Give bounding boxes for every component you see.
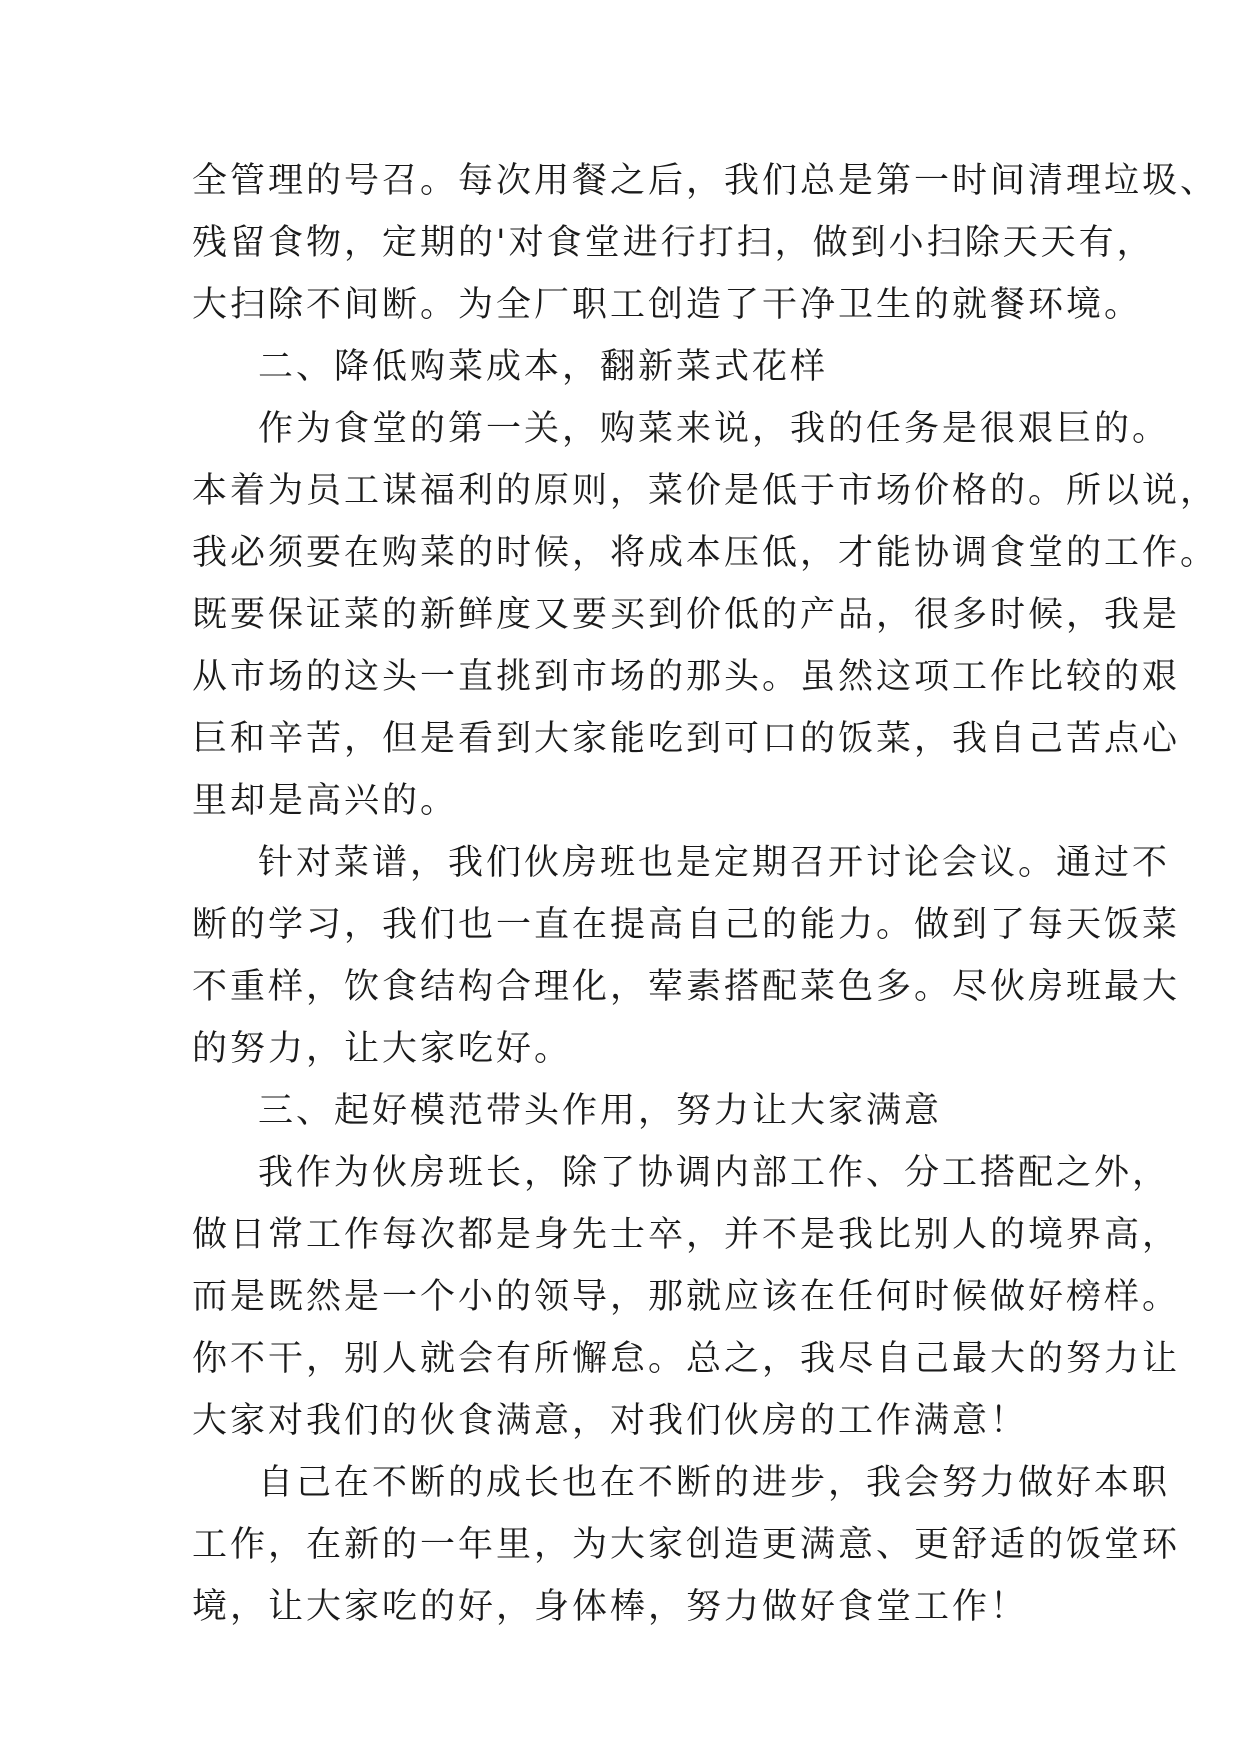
text-line: 工作，在新的一年里，为大家创造更满意、更舒适的饭堂环	[192, 1525, 1181, 1565]
text-line: 残留食物，定期的'对食堂进行打扫，做到小扫除天天有，	[192, 223, 1155, 263]
text-line: 自己在不断的成长也在不断的进步，我会努力做好本职	[258, 1463, 1171, 1503]
text-line: 你不干，别人就会有所懈怠。总之，我尽自己最大的努力让	[192, 1339, 1181, 1379]
body-text	[192, 150, 1219, 1638]
text-line: 我作为伙房班长，除了协调内部工作、分工搭配之外，	[258, 1153, 1171, 1193]
text-line: 里却是高兴的。	[192, 781, 459, 821]
text-line: 针对菜谱，我们伙房班也是定期召开讨论会议。通过不	[258, 843, 1171, 883]
text-line: 境，让大家吃的好，身体棒，努力做好食堂工作！	[192, 1587, 1029, 1627]
text-line: 巨和辛苦，但是看到大家能吃到可口的饭菜，我自己苦点心	[192, 719, 1181, 759]
text-line: 断的学习，我们也一直在提高自己的能力。做到了每天饭菜	[192, 905, 1181, 945]
text-line: 作为食堂的第一关，购菜来说，我的任务是很艰巨的。	[258, 409, 1171, 449]
text-line: 大家对我们的伙食满意，对我们伙房的工作满意！	[192, 1401, 1029, 1441]
text-line: 全管理的号召。每次用餐之后，我们总是第一时间清理垃圾、	[192, 161, 1219, 201]
text-line: 从市场的这头一直挑到市场的那头。虽然这项工作比较的艰	[192, 657, 1181, 697]
text-line: 的努力，让大家吃好。	[192, 1029, 573, 1069]
text-line: 做日常工作每次都是身先士卒，并不是我比别人的境界高，	[192, 1215, 1181, 1255]
text-line: 本着为员工谋福利的原则，菜价是低于市场价格的。所以说，	[192, 471, 1219, 511]
text-line: 我必须要在购菜的时候，将成本压低，才能协调食堂的工作。	[192, 533, 1219, 573]
text-line: 既要保证菜的新鲜度又要买到价低的产品，很多时候，我是	[192, 595, 1181, 635]
text-line: 不重样，饮食结构合理化，荤素搭配菜色多。尽伙房班最大	[192, 967, 1181, 1007]
text-line: 大扫除不间断。为全厂职工创造了干净卫生的就餐环境。	[192, 285, 1143, 325]
text-line: 而是既然是一个小的领导，那就应该在任何时候做好榜样。	[192, 1277, 1181, 1317]
text-line: 二、降低购菜成本，翻新菜式花样	[258, 347, 829, 387]
text-line: 三、起好模范带头作用，努力让大家满意	[258, 1091, 943, 1131]
